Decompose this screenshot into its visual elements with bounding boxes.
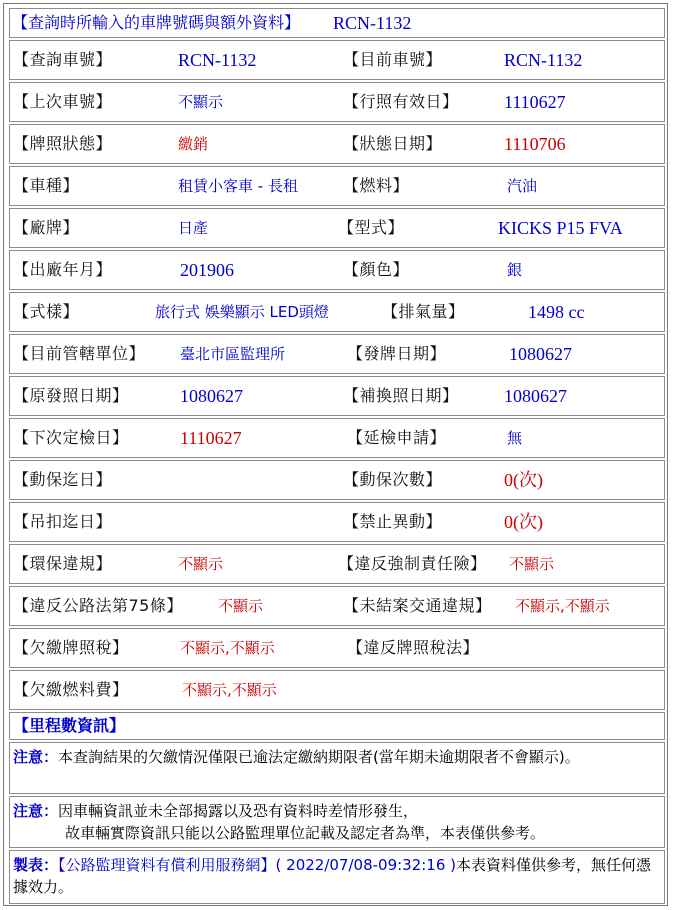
label-current-plate: 【目前車號】 [343,50,443,69]
row-brand [9,208,665,248]
label-vehicle-type: 【車種】 [13,176,80,195]
value-jurisdiction: 臺北市區監理所 [180,345,286,363]
row-previous-plate [9,82,665,122]
label-inspection-extension: 【延檢申請】 [347,428,447,447]
value-brand: 日產 [178,219,209,237]
label-environmental-violation: 【環保違規】 [13,554,113,573]
row-next-inspection [9,418,665,458]
label-license-valid-date: 【行照有效日】 [343,92,459,111]
value-previous-plate: 不顯示 [178,93,224,111]
value-environmental-violation: 不顯示 [178,555,224,573]
mileage-title: 【里程數資訊】 [13,716,126,735]
footer-credits-text [13,854,658,898]
value-inspection-extension: 無 [507,429,523,447]
label-insurance-violation: 【違反強制責任險】 [338,554,487,573]
value-reissue-date: 1080627 [504,386,567,406]
value-color: 銀 [507,261,523,279]
label-displacement: 【排氣量】 [382,302,465,321]
value-vehicle-type: 租賃小客車 - 長租 [178,177,298,195]
label-previous-plate: 【上次車號】 [13,92,113,111]
value-fuel: 汽油 [507,177,538,195]
value-transfer-ban: 0(次) [504,512,543,532]
value-model: KICKS P15 FVA [498,218,623,238]
row-manufacture-date [9,250,665,290]
value-next-inspection: 1110627 [180,428,242,448]
row-lien-end-date [9,460,665,500]
value-issue-date: 1080627 [509,344,572,364]
label-highway-act-violation: 【違反公路法第75條】 [13,596,183,615]
label-fuel-fee-arrears: 【欠繳燃料費】 [13,680,129,699]
label-model: 【型式】 [338,218,405,237]
label-plate-status: 【牌照狀態】 [13,134,113,153]
label-fuel: 【燃料】 [343,176,410,195]
label-jurisdiction: 【目前管轄單位】 [13,344,146,363]
row-highway-act-violation [9,586,665,626]
label-lien-count: 【動保次數】 [343,470,443,489]
value-pending-traffic-violation: 不顯示,不顯示 [515,597,610,615]
value-current-plate: RCN-1132 [504,50,583,70]
row-plate-status [9,124,665,164]
value-insurance-violation: 不顯示 [509,555,555,573]
value-status-date: 1110706 [504,134,566,154]
note-2-label: 注意： [13,802,59,820]
note-2-line1: 因車輛資訊並未全部揭露以及恐有資料時差情形發生， [58,802,419,820]
label-transfer-ban: 【禁止異動】 [343,512,443,531]
label-query-plate: 【查詢車號】 [13,50,113,69]
label-reissue-date: 【補換照日期】 [343,386,459,405]
note-arrears-scope [9,742,665,794]
row-style [9,292,665,332]
label-manufacture-date: 【出廠年月】 [13,260,113,279]
footer-source: 【公路監理資料有償利用服務網】 [58,856,276,874]
value-fuel-fee-arrears: 不顯示,不顯示 [182,681,277,699]
row-environmental-violation [9,544,665,584]
value-query-plate: RCN-1132 [178,50,257,70]
label-suspension-end-date: 【吊扣迄日】 [13,512,113,531]
note-disclaimer [9,796,665,848]
row-license-tax-arrears [9,628,665,668]
value-displacement: 1498 cc [528,302,585,322]
label-pending-traffic-violation: 【未結案交通違規】 [343,596,492,615]
label-color: 【顏色】 [343,260,410,279]
footer-text: 本表資料僅供參考，無任何憑據效力。 [13,856,652,896]
footer-timestamp: ( 2022/07/08-09:32:16 ) [275,856,457,874]
header-row [9,8,665,38]
row-fuel-fee-arrears [9,670,665,710]
label-license-tax-violation: 【違反牌照稅法】 [347,638,480,657]
value-manufacture-date: 201906 [180,260,234,280]
value-license-tax-arrears: 不顯示,不顯示 [180,639,275,657]
label-brand: 【廠牌】 [13,218,80,237]
row-query-plate [9,40,665,80]
row-original-issue-date [9,376,665,416]
note-2-line2: 故車輛實際資訊只能以公路監理單位記載及認定者為準，本表僅供參考。 [65,824,546,842]
value-license-valid-date: 1110627 [504,92,566,112]
row-vehicle-type [9,166,665,206]
value-plate-status: 繳銷 [178,135,209,153]
header-plate: RCN-1132 [333,13,412,33]
label-issue-date: 【發牌日期】 [347,344,447,363]
header-title: 【查詢時所輸入的車牌號碼與額外資料】 [12,13,301,32]
label-original-issue-date: 【原發照日期】 [13,386,129,405]
note-1-label: 注意： [13,748,59,766]
label-next-inspection: 【下次定檢日】 [13,428,129,447]
value-highway-act-violation: 不顯示 [218,597,264,615]
value-lien-count: 0(次) [504,470,543,490]
label-license-tax-arrears: 【欠繳牌照稅】 [13,638,129,657]
value-original-issue-date: 1080627 [180,386,243,406]
label-style: 【式樣】 [13,302,80,321]
note-disclaimer-text [13,800,658,844]
footer-credits [9,850,665,904]
value-style: 旅行式 娛樂顯示 LED頭燈 [155,303,329,321]
footer-label: 製表： [13,856,59,874]
note-1-text: 本查詢結果的欠繳情況僅限已逾法定繳納期限者(當年期未逾期限者不會顯示)。 [58,748,580,766]
row-mileage [9,712,665,740]
label-status-date: 【狀態日期】 [343,134,443,153]
note-arrears-scope-text [13,746,658,768]
label-lien-end-date: 【動保迄日】 [13,470,113,489]
row-jurisdiction [9,334,665,374]
row-suspension-end-date [9,502,665,542]
